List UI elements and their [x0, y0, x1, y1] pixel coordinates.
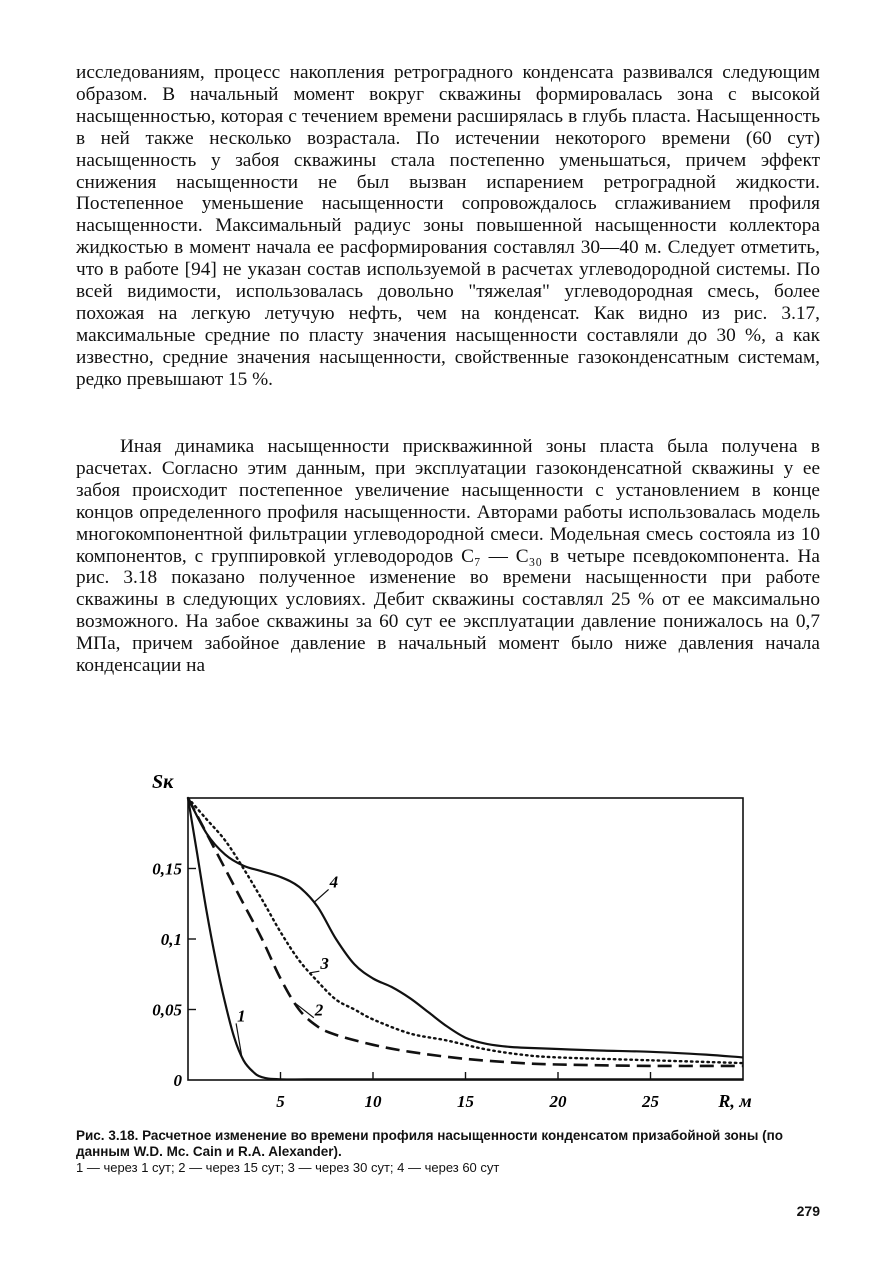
y-tick-label: 0,1	[160, 930, 182, 949]
x-tick-label: 20	[549, 1092, 567, 1111]
page-number: 279	[796, 1203, 820, 1219]
caption-legend: 1 — через 1 сут; 2 — через 15 сут; 3 — через 30 сут; 4 — через 60 сут	[76, 1160, 500, 1175]
curve-leader-4	[314, 889, 329, 902]
y-tick-label: 0,15	[152, 859, 182, 879]
x-tick-label: 25	[642, 1092, 659, 1111]
curve-leader-2	[295, 1003, 314, 1017]
y-tick-label: 0	[173, 1071, 182, 1090]
curve-2	[188, 798, 743, 1066]
curve-label-1: 1	[237, 1006, 246, 1026]
curve-leader-3	[310, 971, 319, 973]
paragraph-2-text: Иная динамика насыщенности прискважинной зоны пласта была получена в расчетах. Согласно этим данным, при эксплуатации газоконденсатной скважины у ее забоя происходит постепенное увеличение насыщенности с установлением в конце концов определенного профиля насыщенности. Авторами работы использовалась модель многокомпонентной фильтрации углеводородной смеси. Модельная смесь состояла из 10 компонентов, с группировкой углеводородов C₇ — C₃₀ в четыре псевдокомпонента. На рис. 3.18 показано полученное изменение во времени насыщенности при работе скважины в следующих условиях. Дебит скважины составлял 25 % от ее максимально возможного. На забое скважины за 60 сут ее эксплуатации давление понижалось на 0,7 МПа, причем забойное давление в начальный момент было ниже давления начала конденсации на	[76, 436, 820, 677]
paragraph-2	[76, 436, 820, 677]
paragraph-1-text: исследованиям, процесс накопления ретроградного конденсата развивался следующим образом. В начальный момент вокруг скважины формировалась зона с высокой насыщенностью, которая с течением времени расширялась в глубь пласта. Насыщенность в ней также несколько возрастала. По истечении некоторого времени (60 сут) насыщенность у забоя скважины стала постепенно уменьшаться, причем эффект снижения насыщенности не был вызван испарением ретроградной жидкости. Постепенное уменьшение насыщенности сопровождалось сглаживанием профиля насыщенности. Максимальный радиус зоны повышенной насыщенности коллектора жидкостью в момент начала ее расформирования составлял 30—40 м. Следует отметить, что в работе [94] не указан состав используемой в расчетах углеводородной системы. По всей видимости, использовалась довольно "тяжелая" углеводородная смесь, более похожая на легкую летучую нефть, чем на конденсат. Как видно из рис. 3.17, максимальные средние по пласту значения насыщенности составляли до 30 %, а как известно, средние значения насыщенности, свойственные газоконденсатным системам, редко превышают 15 %.	[76, 62, 820, 390]
figure-caption	[76, 1128, 820, 1176]
figure-3-18	[130, 770, 790, 1120]
curve-4	[188, 798, 743, 1057]
y-tick-label: 0,05	[152, 1000, 182, 1020]
caption-title: Рис. 3.18. Расчетное изменение во времени профиля насыщенности конденсатом призабойной зоны (по данным W.D. Mc. Cain и R.A. Alexander).	[76, 1128, 784, 1159]
curve-label-3: 3	[320, 954, 329, 974]
x-tick-label: 5	[276, 1092, 285, 1111]
saturation-chart	[130, 770, 790, 1120]
curve-label-4: 4	[329, 872, 339, 892]
x-tick-label: 10	[364, 1092, 382, 1111]
curve-label-2: 2	[314, 1000, 324, 1020]
x-axis-label: R, м	[718, 1091, 752, 1111]
y-axis-label: Sк	[152, 771, 174, 793]
curve-3	[188, 798, 743, 1063]
x-tick-label: 15	[457, 1092, 474, 1111]
paragraph-1	[76, 62, 820, 391]
